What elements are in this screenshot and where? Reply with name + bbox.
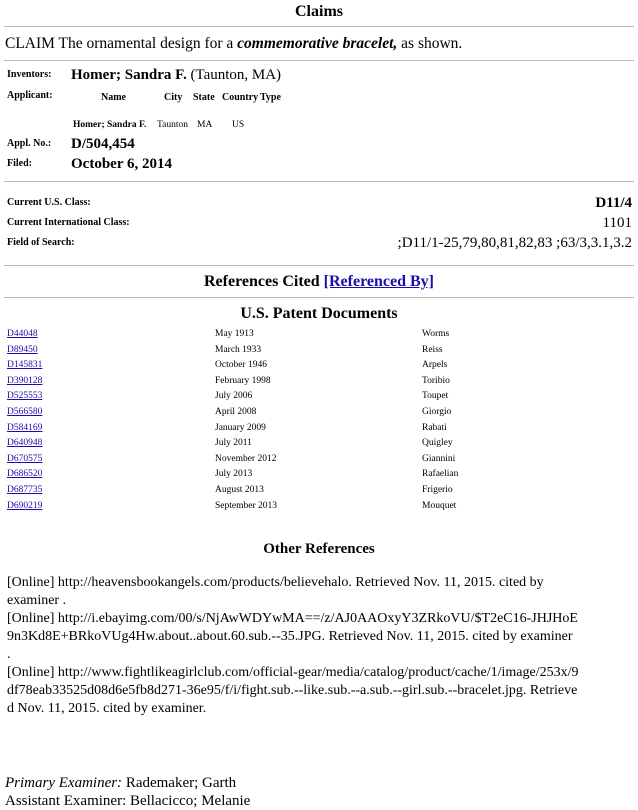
- patent-date: April 2008: [215, 406, 257, 417]
- applicant-col-city: City: [164, 92, 183, 103]
- patent-number-link[interactable]: D670575: [7, 453, 43, 464]
- claim-prefix: CLAIM The ornamental design for a: [5, 35, 238, 52]
- claim-text: [5, 35, 462, 53]
- us-patent-docs-title: U.S. Patent Documents: [240, 305, 398, 322]
- patent-number-link[interactable]: D566580: [7, 406, 43, 417]
- divider: [4, 60, 634, 61]
- claim-emphasis: commemorative bracelet,: [237, 35, 398, 52]
- search-value: ;D11/1-25,79,80,81,82,83 ;63/3,3.1,3.2: [397, 235, 632, 251]
- intl-class-value: 1101: [602, 215, 632, 231]
- patent-inventor: Rabati: [422, 422, 447, 433]
- inventors-label: Inventors:: [7, 69, 52, 80]
- reference-row: [7, 391, 637, 407]
- reference-row: [7, 454, 637, 470]
- reference-row: [7, 423, 637, 439]
- divider: [4, 297, 634, 298]
- patent-date: March 1933: [215, 344, 262, 355]
- reference-row: [7, 407, 637, 423]
- patent-number-link[interactable]: D584169: [7, 422, 43, 433]
- patent-inventor: Giorgio: [422, 406, 452, 417]
- other-reference-item: [Online] http://www.fightlikeagirlclub.com/official-gear/media/catalog/product/cache/1/image/253x/9df78eab33525d08d6e5fb8d271-36e95/f/i/fight.sub.--like.sub.--a.sub.--girl.sub.--bracelet.jpg. Retrieved Nov. 11, 2015. cited by examiner.: [7, 665, 579, 716]
- patent-number-link[interactable]: D390128: [7, 375, 43, 386]
- patent-inventor: Frigerio: [422, 484, 453, 495]
- patent-inventor: Toupet: [422, 391, 449, 402]
- claim-suffix: as shown.: [397, 35, 463, 52]
- us-class-value: D11/4: [595, 195, 632, 211]
- reference-row: [7, 485, 637, 501]
- patent-number-link[interactable]: D690219: [7, 500, 43, 511]
- patent-inventor: Quigley: [422, 438, 453, 449]
- other-references-title: Other References: [263, 541, 375, 557]
- patent-date: September 2013: [215, 500, 278, 511]
- patent-number-link[interactable]: D44048: [7, 329, 38, 339]
- assistant-examiner: Assistant Examiner: Bellacicco; Melanie: [5, 793, 251, 809]
- applicant-col-country: Country: [222, 92, 259, 103]
- filed-label: Filed:: [7, 158, 32, 169]
- other-reference-item: [Online] http://heavensbookangels.com/products/believehalo. Retrieved Nov. 11, 2015. cited by examiner .: [7, 575, 544, 608]
- reference-row: [7, 345, 637, 361]
- patent-inventor: Worms: [422, 329, 450, 339]
- primary-examiner-name: Rademaker; Garth: [125, 775, 237, 791]
- patent-inventor: Mouquet: [422, 500, 457, 511]
- other-references-list: [7, 574, 579, 718]
- applicant-col-state: State: [193, 92, 215, 103]
- patent-date: January 2009: [215, 422, 266, 433]
- patent-inventor: Toribio: [422, 375, 450, 386]
- reference-row: [7, 376, 637, 392]
- applicant-name: Homer; Sandra F.: [73, 120, 147, 130]
- inventors-value: [71, 67, 281, 84]
- primary-examiner: [5, 775, 236, 792]
- applicant-country: US: [232, 120, 245, 130]
- appl-no-label: Appl. No.:: [7, 138, 52, 149]
- appl-no-value: D/504,454: [71, 136, 135, 152]
- patent-date: February 1998: [215, 375, 271, 386]
- applicant-state: MA: [197, 120, 213, 130]
- search-label: Field of Search:: [7, 237, 75, 248]
- reference-row: [7, 438, 637, 454]
- applicant-label: Applicant:: [7, 90, 53, 101]
- filed-value: October 6, 2014: [71, 156, 172, 172]
- patent-number-link[interactable]: D686520: [7, 469, 43, 480]
- patent-number-link[interactable]: D89450: [7, 344, 38, 355]
- patent-inventor: Giannini: [422, 453, 456, 464]
- reference-row: [7, 360, 637, 376]
- applicant-col-type: Type: [260, 92, 281, 103]
- reference-row: [7, 501, 637, 517]
- patent-number-link[interactable]: D525553: [7, 391, 43, 402]
- divider: [4, 265, 634, 266]
- patent-date: November 2012: [215, 453, 277, 464]
- reference-row: [7, 469, 637, 485]
- page-title: Claims: [295, 3, 343, 20]
- references-title: References Cited: [204, 273, 320, 290]
- inventor-name: Homer; Sandra F.: [71, 67, 187, 83]
- patent-inventor: Reiss: [422, 344, 443, 355]
- divider: [4, 26, 634, 27]
- reference-row: [7, 329, 637, 345]
- patent-number-link[interactable]: D145831: [7, 360, 43, 371]
- intl-class-label: Current International Class:: [7, 217, 130, 228]
- applicant-row: [73, 120, 146, 130]
- patent-date: August 2013: [215, 484, 264, 495]
- applicant-city: Taunton: [157, 120, 188, 130]
- divider: [4, 181, 634, 182]
- patent-number-link[interactable]: D640948: [7, 438, 43, 449]
- primary-examiner-label: Primary Examiner:: [5, 775, 123, 791]
- referenced-by-link[interactable]: [Referenced By]: [323, 273, 434, 290]
- reference-list: [7, 329, 637, 516]
- inventor-location: (Taunton, MA): [190, 67, 282, 83]
- references-heading: [0, 273, 638, 291]
- patent-number-link[interactable]: D687735: [7, 484, 43, 495]
- patent-inventor: Arpels: [422, 360, 448, 371]
- patent-date: May 1913: [215, 329, 254, 339]
- other-reference-item: [Online] http://i.ebayimg.com/00/s/NjAwWDYwMA==/z/AJ0AAOxyY3ZRkoVU/$T2eC16-JHJHoE9n3Kd8E+BRkoVUg4Hw.about..about.60.sub.--35.JPG. Retrieved Nov. 11, 2015. cited by examiner .: [7, 611, 578, 662]
- us-class-label: Current U.S. Class:: [7, 197, 91, 208]
- patent-date: July 2006: [215, 391, 253, 402]
- patent-date: October 1946: [215, 360, 267, 371]
- patent-date: July 2011: [215, 438, 252, 449]
- applicant-col-name: Name: [101, 92, 126, 103]
- patent-inventor: Rafaelian: [422, 469, 459, 480]
- patent-date: July 2013: [215, 469, 253, 480]
